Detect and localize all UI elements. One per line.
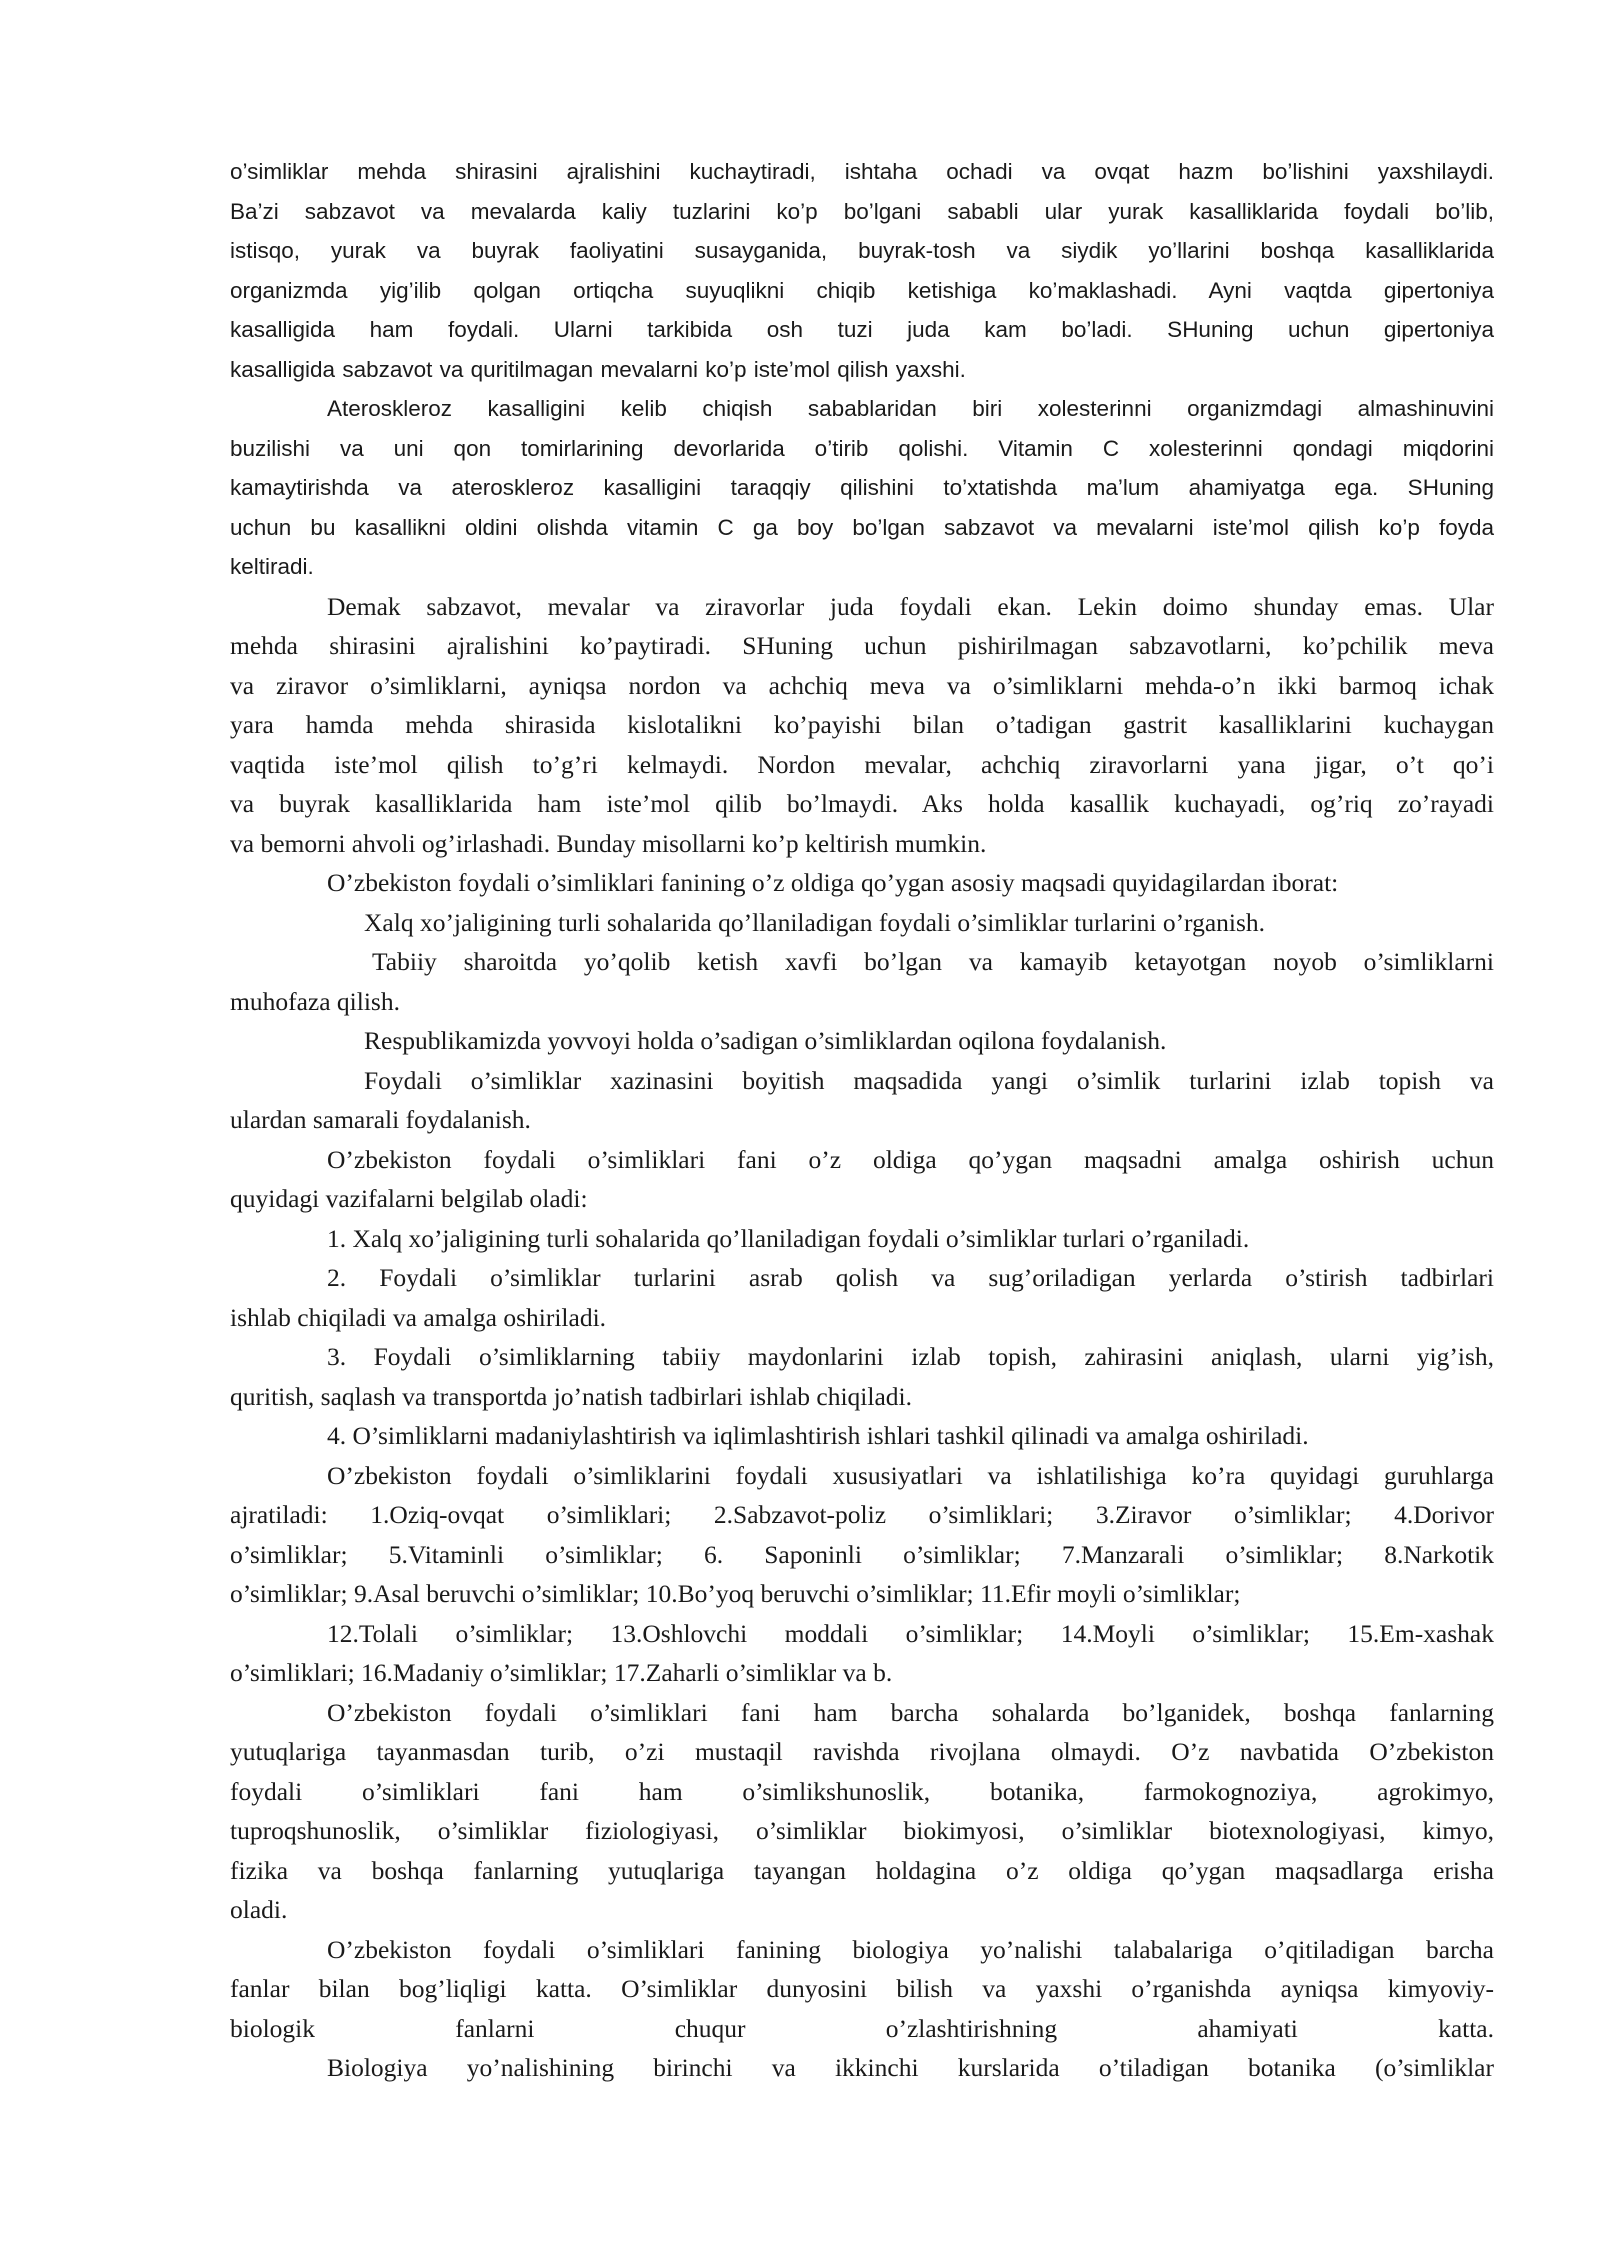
- paragraph: [230, 1140, 1494, 1219]
- text-line: yara hamda mehda shirasida kislotalikni ko’payishi bilan o’tadigan gastrit kasalliklarini kuchaygan: [230, 710, 1494, 739]
- text-line: 4. O’simliklarni madaniylashtirish va iqlimlashtirish ishlari tashkil qilinadi va amalga oshiriladi.: [327, 1421, 1309, 1450]
- text-line: uchun bu kasallikni oldini olishda vitamin C ga boy bo’lgan sabzavot va mevalarni iste’mol qilish ko’p foyda: [230, 514, 1494, 540]
- text-line: kasalligida ham foydali. Ularni tarkibida osh tuzi juda kam bo’ladi. SHuning uchun gipertoniya: [230, 317, 1494, 342]
- paragraph: [230, 1337, 1494, 1416]
- paragraph: [230, 389, 1494, 587]
- text-line: va buyrak kasalliklarida ham iste’mol qilib bo’lmaydi. Aks holda kasallik kuchayadi, og’riq zo’rayadi: [230, 789, 1494, 818]
- text-line: ishlab chiqiladi va amalga oshiriladi.: [230, 1302, 607, 1332]
- text-line: O’zbekiston foydali o’simliklari fanining o’z oldiga qo’ygan asosiy maqsadi quyidagilardan iborat:: [327, 868, 1339, 897]
- text-line: kasalligida sabzavot va quritilmagan mevalarni ko’p iste’mol qilish yaxshi.: [230, 356, 966, 382]
- text-line: 12.Tolali o’simliklar; 13.Oshlovchi moddali o’simliklar; 14.Moyli o’simliklar; 15.Em-xashak: [327, 1618, 1494, 1648]
- text-line: 1. Xalq xo’jaligining turli sohalarida qo’llaniladigan foydali o’simliklar turlari o’rganiladi.: [327, 1223, 1250, 1253]
- paragraph: [230, 1614, 1494, 1693]
- text-line: foydali o’simliklari fani ham o’simlikshunoslik, botanika, farmokognoziya, agrokimyo,: [230, 1776, 1494, 1806]
- paragraph: [230, 1258, 1494, 1337]
- text-line: quritish, saqlash va transportda jo’natish tadbirlari ishlab chiqiladi.: [230, 1381, 912, 1411]
- text-line: Demak sabzavot, mevalar va ziravorlar juda foydali ekan. Lekin doimo shunday emas. Ular: [327, 591, 1494, 621]
- text-line: 3. Foydali o’simliklarning tabiiy maydonlarini izlab topish, zahirasini aniqlash, ularni yig’ish,: [327, 1342, 1494, 1371]
- text-line: Foydali o’simliklar xazinasini boyitish maqsadida yangi o’simlik turlarini izlab topish va: [364, 1065, 1494, 1095]
- text-line: tuproqshunoslik, o’simliklar fiziologiyasi, o’simliklar biokimyosi, o’simliklar biotexnologiyasi, kimyo,: [230, 1816, 1494, 1845]
- text-line: Ba’zi sabzavot va mevalarda kaliy tuzlarini ko’p bo’lgani sababli ular yurak kasalliklarida foydali bo’lib,: [230, 198, 1494, 224]
- text-line: O’zbekiston foydali o’simliklari fani ham barcha sohalarda bo’lganidek, boshqa fanlarning: [327, 1697, 1494, 1727]
- text-line: yutuqlariga tayanmasdan turib, o’zi mustaqil ravishda rivojlana olmaydi. O’z navbatida O’zbekiston: [230, 1737, 1494, 1766]
- paragraph: [230, 903, 1494, 943]
- text-line: Respublikamizda yovvoyi holda o’sadigan o’simliklardan oqilona foydalanish.: [364, 1026, 1167, 1055]
- text-line: fanlar bilan bog’liqligi katta. O’simliklar dunyosini bilish va yaxshi o’rganishda ayniqsa kimyoviy-: [230, 1974, 1494, 2003]
- text-line: ulardan samarali foydalanish.: [230, 1105, 531, 1134]
- text-line: organizmda yig’ilib qolgan ortiqcha suyuqlikni chiqib ketishiga ko’maklashadi. Ayni vaqtda gipertoniya: [230, 277, 1494, 303]
- text-line: quyidagi vazifalarni belgilab oladi:: [230, 1184, 588, 1213]
- text-line: mehda shirasini ajralishini ko’paytiradi. SHuning uchun pishirilmagan sabzavotlarni, ko’pchilik meva: [230, 631, 1494, 660]
- text-line: O’zbekiston foydali o’simliklari fani o’z oldiga qo’ygan maqsadni amalga oshirish uchun: [327, 1144, 1494, 1174]
- text-line: 2. Foydali o’simliklar turlarini asrab qolish va sug’oriladigan yerlarda o’stirish tadbirlari: [327, 1263, 1494, 1292]
- paragraph: [230, 2048, 1494, 2088]
- text-line: Biologiya yo’nalishining birinchi va ikkinchi kurslarida o’tiladigan botanika (o’simliklar: [327, 2053, 1494, 2082]
- text-line: istisqo, yurak va buyrak faoliyatini susayganida, buyrak-tosh va siydik yo’llarini boshqa kasalliklarida: [230, 238, 1494, 263]
- paragraph: [230, 1061, 1494, 1140]
- paragraph: [230, 1416, 1494, 1456]
- text-line: o’simliklar; 5.Vitaminli o’simliklar; 6. Saponinli o’simliklar; 7.Manzarali o’simliklar; 8.Narkotik: [230, 1539, 1494, 1569]
- text-line: vaqtida iste’mol qilish to’g’ri kelmaydi. Nordon mevalar, achchiq ziravorlarni yana jigar, o’t qo’i: [230, 749, 1494, 779]
- text-line: kamaytirishda va ateroskleroz kasalligini taraqqiy qilishini to’xtatishda ma’lum ahamiyatga ega. SHuning: [230, 475, 1494, 500]
- paragraph: [230, 587, 1494, 864]
- text-line: o’simliklari; 16.Madaniy o’simliklar; 17.Zaharli o’simliklar va b.: [230, 1658, 893, 1687]
- text-line: biologik fanlarni chuqur o’zlashtirishning ahamiyati katta.: [230, 2013, 1494, 2043]
- text-line: O’zbekiston foydali o’simliklarini foydali xususiyatlari va ishlatilishiga ko’ra quyidagi guruhlarga: [327, 1460, 1494, 1490]
- text-line: muhofaza qilish.: [230, 986, 400, 1016]
- document-page: [230, 152, 1494, 2088]
- text-line: va ziravor o’simliklarni, ayniqsa nordon va achchiq meva va o’simliklarni mehda-o’n ikki barmoq ichak: [230, 670, 1494, 700]
- text-line: o’simliklar; 9.Asal beruvchi o’simliklar; 10.Bo’yoq beruvchi o’simliklar; 11.Efir moyli o’simliklar;: [230, 1579, 1241, 1608]
- text-line: va bemorni ahvoli og’irlashadi. Bunday misollarni ko’p keltirish mumkin.: [230, 828, 987, 858]
- paragraph: [230, 1693, 1494, 1930]
- text-line: fizika va boshqa fanlarning yutuqlariga tayangan holdagina o’z oldiga qo’ygan maqsadlarga erisha: [230, 1855, 1494, 1885]
- paragraph: [230, 152, 1494, 389]
- paragraph: [230, 942, 1494, 1021]
- text-line: keltiradi.: [230, 554, 314, 579]
- paragraph: [230, 1219, 1494, 1259]
- text-line: o’simliklar mehda shirasini ajralishini kuchaytiradi, ishtaha ochadi va ovqat hazm bo’lishini yaxshilaydi.: [230, 159, 1494, 184]
- text-line: O’zbekiston foydali o’simliklari fanining biologiya yo’nalishi talabalariga o’qitiladigan barcha: [327, 1934, 1494, 1964]
- text-line: oladi.: [230, 1895, 288, 1924]
- text-line: buzilishi va uni qon tomirlarining devorlarida o’tirib qolishi. Vitamin C xolesterinni qondagi miqdorini: [230, 435, 1494, 461]
- paragraph: [230, 1456, 1494, 1614]
- paragraph: [230, 863, 1494, 903]
- text-line: Ateroskleroz kasalligini kelib chiqish sabablaridan biri xolesterinni organizmdagi almashinuvini: [327, 396, 1494, 421]
- paragraph: [230, 1930, 1494, 2049]
- text-line: Tabiiy sharoitda yo’qolib ketish xavfi bo’lgan va kamayib ketayotgan noyob o’simliklarni: [372, 947, 1494, 976]
- text-line: Xalq xo’jaligining turli sohalarida qo’llaniladigan foydali o’simliklar turlarini o’rganish.: [364, 907, 1266, 937]
- text-line: ajratiladi: 1.Oziq-ovqat o’simliklari; 2.Sabzavot-poliz o’simliklari; 3.Ziravor o’simliklar; 4.Dorivor: [230, 1500, 1494, 1529]
- paragraph: [230, 1021, 1494, 1061]
